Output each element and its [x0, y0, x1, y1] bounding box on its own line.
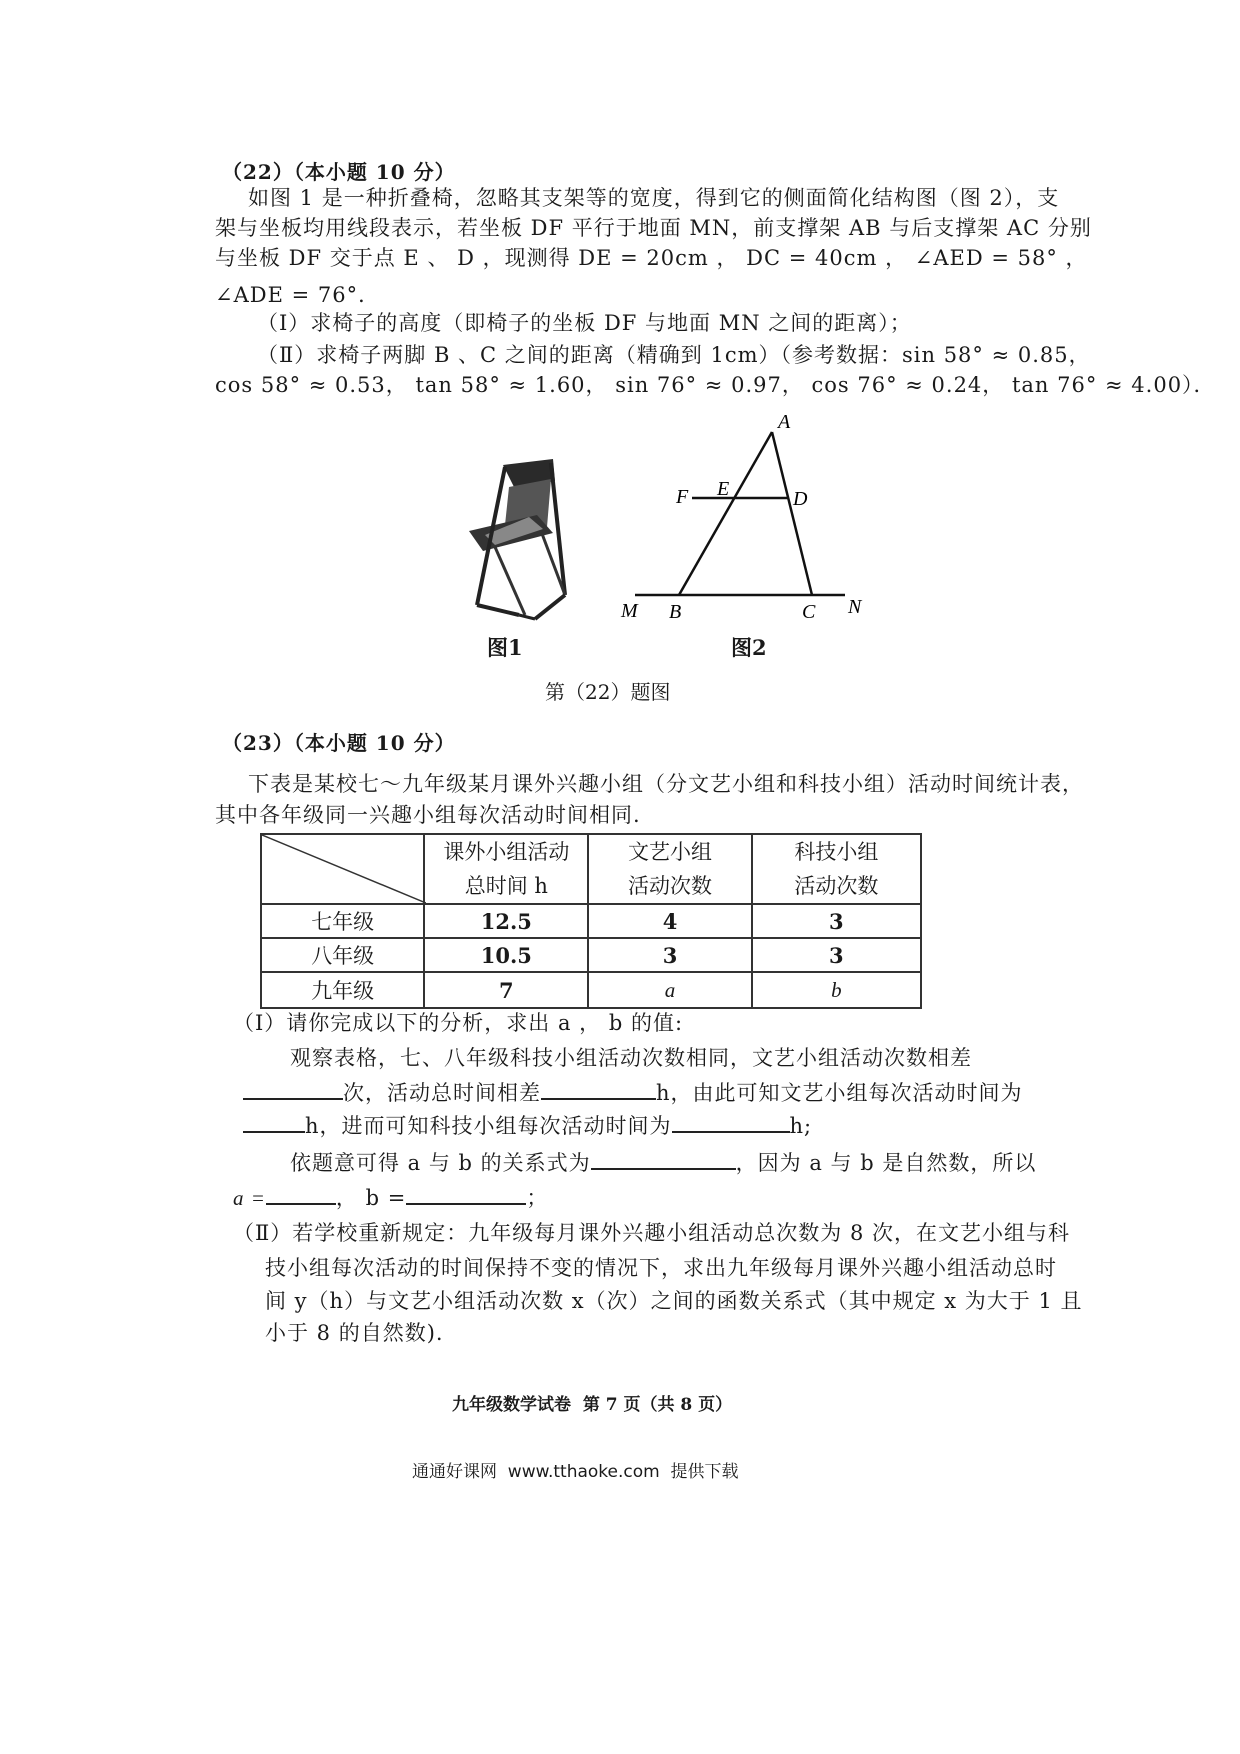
header-total-time: 课外小组活动 总时间 h [424, 834, 588, 904]
chair-structure-diagram [615, 410, 875, 625]
blank-b-value[interactable] [406, 1179, 526, 1205]
total-cell: 7 [424, 972, 588, 1008]
label-n: N [848, 596, 862, 618]
figure2-caption: 图2 [731, 635, 767, 660]
diagonal-header-cell [261, 834, 424, 904]
figure-caption: 第（22）题图 [545, 680, 671, 704]
header-arts-count: 文艺小组 活动次数 [588, 834, 751, 904]
q22-part2-line1: （Ⅱ）求椅子两脚 B 、C 之间的距离（精确到 1cm）（参考数据：sin 58° ≈ 0.85， [257, 343, 1091, 367]
q23-analysis-line4: 依题意可得 a 与 b 的关系式为 ，因为 a 与 b 是自然数，所以 [290, 1143, 1036, 1183]
total-cell: 12.5 [424, 904, 588, 938]
figure1-caption: 图1 [487, 635, 523, 660]
q22-part1: （Ⅰ）求椅子的高度（即椅子的坐板 DF 与地面 MN 之间的距离）； [257, 311, 912, 335]
blank-tech-time[interactable] [672, 1107, 790, 1133]
back-support-ac [772, 432, 812, 595]
page-footer: 九年级数学试卷 第 7 页（共 8 页） [452, 1395, 733, 1415]
q22-text-line1: 如图 1 是一种折叠椅，忽略其支架等的宽度，得到它的侧面简化结构图（图 2），支 [248, 186, 1060, 210]
tech-cell: 3 [752, 938, 921, 972]
blank-arts-time[interactable] [243, 1107, 305, 1133]
front-support-ab [679, 432, 772, 595]
table-row [261, 904, 921, 938]
grade-cell: 九年级 [261, 972, 424, 1008]
q23-analysis-line3: h，进而可知科技小组每次活动时间为 h; [243, 1106, 812, 1146]
q23-part2-line4: 小于 8 的自然数). [265, 1321, 444, 1345]
grade-cell: 七年级 [261, 904, 424, 938]
label-a: A [778, 411, 791, 433]
q22-part2-line2: cos 58° ≈ 0.53， tan 58° ≈ 1.60， sin 76° ≈ 0.97， cos 76° ≈ 0.24， tan 76° ≈ 4.00）． [215, 373, 1216, 397]
tech-cell: 3 [752, 904, 921, 938]
grade-cell: 八年级 [261, 938, 424, 972]
q23-header: （23）（本小题 10 分） [222, 731, 456, 755]
label-f: F [676, 486, 689, 508]
folding-chair-figure [455, 455, 585, 630]
arts-cell: a [588, 972, 751, 1008]
q23-analysis-line1: 观察表格，七、八年级科技小组活动次数相同，文艺小组活动次数相差 [290, 1046, 972, 1070]
label-m: M [621, 600, 638, 622]
q22-text-line3: 与坐板 DF 交于点 E 、 D ，现测得 DE = 20cm ， DC = 40cm ， ∠AED = 58° ， [215, 246, 1088, 270]
q23-analysis-line5: a = ， b = ； [233, 1178, 548, 1218]
label-d: D [793, 488, 808, 510]
arts-cell: 3 [588, 938, 751, 972]
blank-a-value[interactable] [266, 1179, 336, 1205]
q23-analysis-line2: 次，活动总时间相差 h，由此可知文艺小组每次活动时间为 [243, 1073, 1023, 1113]
download-note: 通通好课网 www.tthaoke.com 提供下载 [412, 1462, 739, 1482]
blank-relation[interactable] [591, 1144, 736, 1170]
label-e: E [717, 478, 730, 500]
blank-time-diff[interactable] [541, 1074, 656, 1100]
q23-intro-line2: 其中各年级同一兴趣小组每次活动时间相同. [215, 803, 641, 827]
header-tech-count: 科技小组 活动次数 [752, 834, 921, 904]
blank-count-diff[interactable] [243, 1074, 343, 1100]
q22-text-line4: ∠ADE = 76°． [215, 283, 381, 307]
q22-header: （22）（本小题 10 分） [222, 160, 456, 184]
arts-cell: 4 [588, 904, 751, 938]
label-b: B [669, 601, 682, 623]
q23-part2-line1: （Ⅱ）若学校重新规定：九年级每月课外兴趣小组活动总次数为 8 次，在文艺小组与科 [233, 1221, 1070, 1245]
q23-intro-line1: 下表是某校七～九年级某月课外兴趣小组（分文艺小组和科技小组）活动时间统计表， [248, 772, 1084, 796]
q23-part1-title: （Ⅰ）请你完成以下的分析，求出 a ， b 的值: [233, 1011, 684, 1035]
q23-part2-line2: 技小组每次活动的时间保持不变的情况下，求出九年级每月课外兴趣小组活动总时 [265, 1256, 1057, 1280]
q23-part2-line3: 间 y（h）与文艺小组活动次数 x（次）之间的函数关系式（其中规定 x 为大于 1 且 [265, 1289, 1083, 1313]
table-row [261, 938, 921, 972]
tech-cell: b [752, 972, 921, 1008]
activity-time-table [260, 833, 922, 1009]
total-cell: 10.5 [424, 938, 588, 972]
q22-text-line2: 架与坐板均用线段表示，若坐板 DF 平行于地面 MN，前支撑架 AB 与后支撑架 AC 分别 [215, 216, 1092, 240]
label-c: C [802, 601, 816, 623]
